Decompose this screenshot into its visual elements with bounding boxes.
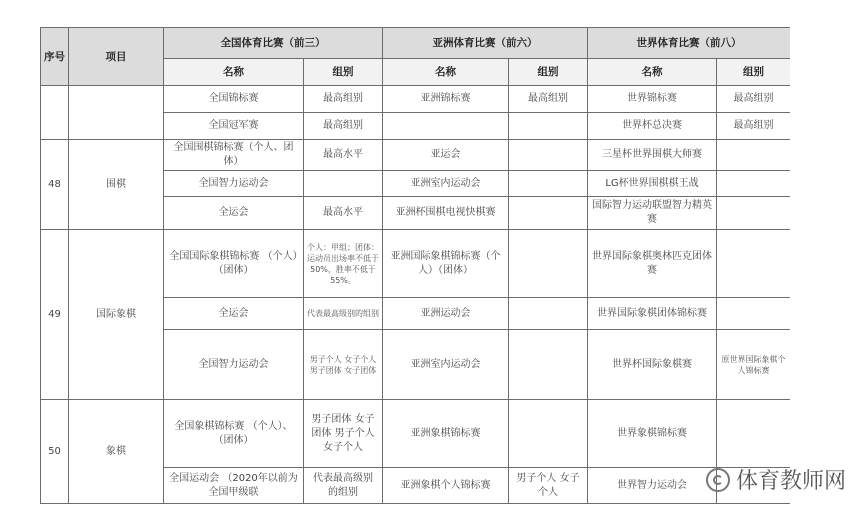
national-group-cell: 最高水平 xyxy=(304,197,383,230)
national-group-cell xyxy=(304,171,383,197)
header-national-name: 名称 xyxy=(164,59,304,86)
national-name-cell: 全国象棋锦标赛 （个人）、（团体） xyxy=(164,400,304,468)
asian-name-cell: 亚洲室内运动会 xyxy=(383,171,509,197)
national-group-cell: 最高组别 xyxy=(304,86,383,113)
world-group-cell: 最高组别 xyxy=(717,113,791,140)
seq-cell: 48 xyxy=(41,140,69,230)
seq-cell-empty xyxy=(41,86,69,140)
world-name-cell: 国际智力运动联盟智力精英赛 xyxy=(588,197,717,230)
asian-name-cell xyxy=(383,113,509,140)
national-name-cell: 全国国际象棋锦标赛 （个人）（团体） xyxy=(164,230,304,298)
world-group-cell: 原世界国际象棋个人锦标赛 xyxy=(717,330,791,400)
national-name-cell: 全国围棋锦标赛（个人、团体） xyxy=(164,140,304,171)
asian-group-cell xyxy=(509,400,588,468)
asian-name-cell: 亚洲象棋个人锦标赛 xyxy=(383,468,509,504)
header-row-1 xyxy=(41,28,791,59)
world-group-cell xyxy=(717,171,791,197)
competition-table xyxy=(40,27,790,504)
world-group-cell: 最高组别 xyxy=(717,86,791,113)
header-seq: 序号 xyxy=(41,28,69,86)
asian-name-cell: 亚运会 xyxy=(383,140,509,171)
asian-group-cell xyxy=(509,197,588,230)
world-group-cell xyxy=(717,298,791,330)
header-national-group: 组别 xyxy=(304,59,383,86)
national-name-cell: 全国智力运动会 xyxy=(164,171,304,197)
asian-name-cell: 亚洲象棋锦标赛 xyxy=(383,400,509,468)
national-group-cell: 最高组别 xyxy=(304,113,383,140)
seq-cell: 50 xyxy=(41,400,69,504)
national-name-cell: 全国运动会 （2020年以前为全国甲级联 xyxy=(164,468,304,504)
watermark-text: 体育教师网 xyxy=(735,469,846,494)
national-group-cell: 男子个人 女子个人 男子团体 女子团体 xyxy=(304,330,383,400)
asian-name-cell: 亚洲运动会 xyxy=(383,298,509,330)
world-name-cell: 世界国际象棋奥林匹克团体赛 xyxy=(588,230,717,298)
asian-group-cell xyxy=(509,140,588,171)
world-group-cell xyxy=(717,400,791,468)
header-asian-name: 名称 xyxy=(383,59,509,86)
item-cell: 围棋 xyxy=(69,140,164,230)
world-name-cell: 世界杯国际象棋赛 xyxy=(588,330,717,400)
asian-group-cell xyxy=(509,298,588,330)
asian-group-cell xyxy=(509,113,588,140)
national-group-cell: 个人：甲组；团体：运动员出场率不低于50%，胜率不低于55%。 xyxy=(304,230,383,298)
table-row xyxy=(41,400,791,468)
asian-name-cell: 亚洲杯围棋电视快棋赛 xyxy=(383,197,509,230)
world-name-cell: 世界国际象棋团体锦标赛 xyxy=(588,298,717,330)
world-group-cell xyxy=(717,140,791,171)
seq-cell: 49 xyxy=(41,230,69,400)
world-name-cell: 三星杯世界围棋大师赛 xyxy=(588,140,717,171)
asian-group-cell xyxy=(509,230,588,298)
asian-name-cell: 亚洲锦标赛 xyxy=(383,86,509,113)
national-name-cell: 全国锦标赛 xyxy=(164,86,304,113)
world-group-cell xyxy=(717,197,791,230)
item-cell: 国际象棋 xyxy=(69,230,164,400)
item-cell-empty xyxy=(69,86,164,140)
header-item: 项目 xyxy=(69,28,164,86)
header-world: 世界体育比赛（前八） xyxy=(588,28,791,59)
world-name-cell: 世界杯总决赛 xyxy=(588,113,717,140)
national-name-cell: 全国智力运动会 xyxy=(164,330,304,400)
national-name-cell: 全国冠军赛 xyxy=(164,113,304,140)
asian-group-cell xyxy=(509,171,588,197)
world-group-cell xyxy=(717,230,791,298)
header-national: 全国体育比赛（前三） xyxy=(164,28,383,59)
item-cell: 象棋 xyxy=(69,400,164,504)
header-asian-group: 组别 xyxy=(509,59,588,86)
asian-group-cell: 男子个人 女子个人 xyxy=(509,468,588,504)
header-world-group: 组别 xyxy=(717,59,791,86)
asian-name-cell: 亚洲室内运动会 xyxy=(383,330,509,400)
table-row xyxy=(41,140,791,171)
table-row xyxy=(41,230,791,298)
national-group-cell: 代表最高级别 的组别 xyxy=(304,468,383,504)
world-name-cell: 世界智力运动会 xyxy=(588,468,717,504)
asian-group-cell xyxy=(509,330,588,400)
asian-group-cell: 最高组别 xyxy=(509,86,588,113)
national-group-cell: 男子团体 女子团体 男子个人 女子个人 xyxy=(304,400,383,468)
world-name-cell: 世界锦标赛 xyxy=(588,86,717,113)
wechat-logo-icon xyxy=(706,468,730,492)
national-group-cell: 最高水平 xyxy=(304,140,383,171)
header-world-name: 名称 xyxy=(588,59,717,86)
watermark xyxy=(706,464,846,495)
national-name-cell: 全运会 xyxy=(164,298,304,330)
national-name-cell: 全运会 xyxy=(164,197,304,230)
world-name-cell: 世界象棋锦标赛 xyxy=(588,400,717,468)
table-row xyxy=(41,86,791,113)
national-group-cell: 代表最高级别的组别 xyxy=(304,298,383,330)
header-asian: 亚洲体育比赛（前六） xyxy=(383,28,588,59)
asian-name-cell: 亚洲国际象棋锦标赛（个人）（团体） xyxy=(383,230,509,298)
world-name-cell: LG杯世界围棋棋王战 xyxy=(588,171,717,197)
competition-table-sheet xyxy=(40,27,790,519)
